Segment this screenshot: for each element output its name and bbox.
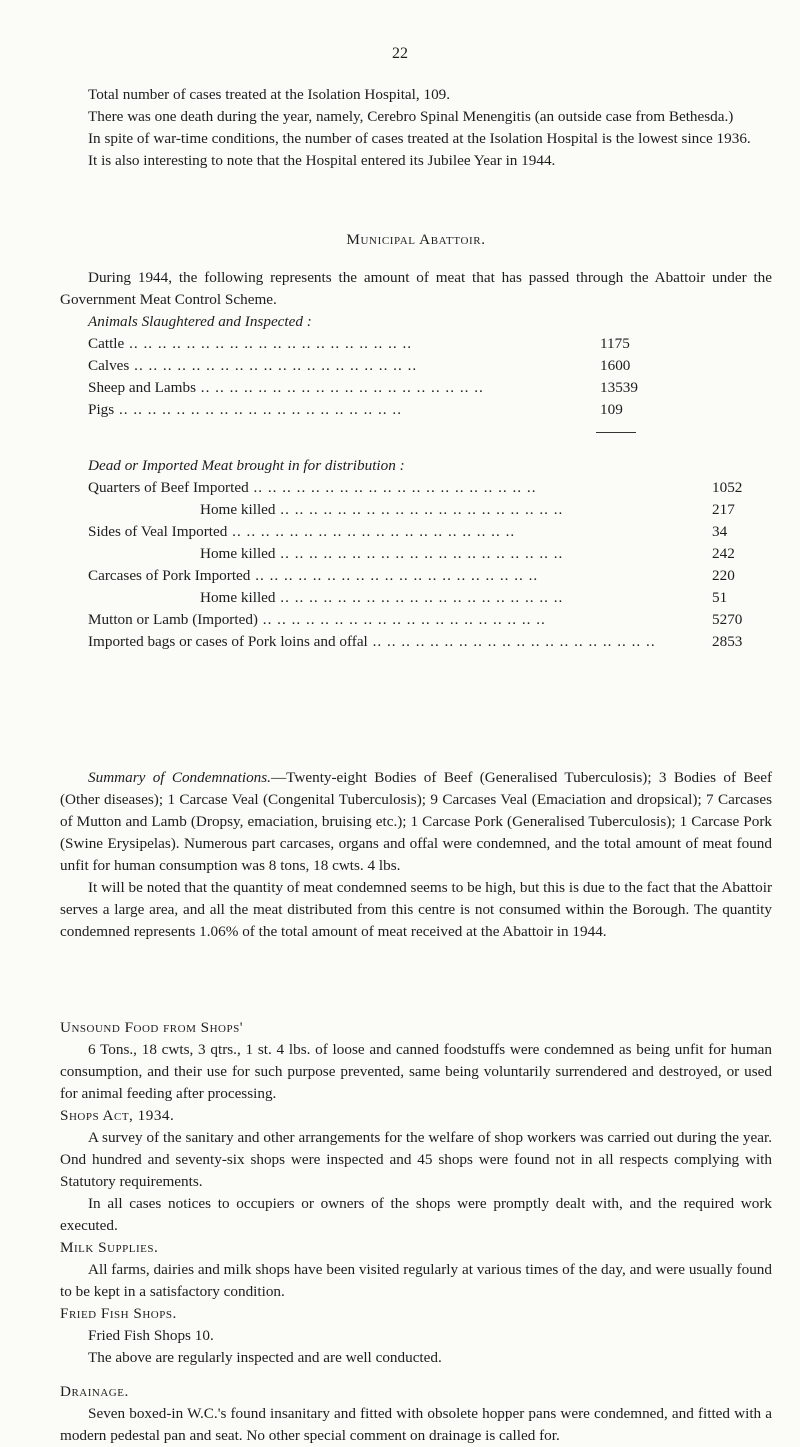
paragraph: In spite of war-time conditions, the number of cases treated at the Isolation Hospital is the lowest since 1936. (88, 130, 751, 147)
table-row (88, 355, 638, 377)
table-row (88, 543, 742, 565)
row-value: 13539 (600, 379, 638, 396)
paragraph (60, 767, 772, 877)
paragraph: It is also interesting to note that the Hospital entered its Jubilee Year in 1944. (88, 152, 556, 169)
paragraph: 6 Tons., 18 cwts, 3 qtrs., 1 st. 4 lbs. of loose and canned foodstuffs were condemned as being unfit for human consumption, and their use for such purpose prevented, same being voluntarily surrendered and destroyed, or used for animal feeding after processing. (60, 1041, 772, 1102)
row-label: Cattle .. .. (88, 333, 596, 355)
table-row (88, 377, 638, 399)
paragraph: The above are regularly inspected and are well conducted. (88, 1349, 442, 1366)
paragraph: Fried Fish Shops 10. (88, 1327, 214, 1344)
row-value: 51 (712, 589, 728, 606)
row-label: Carcases of Pork Imported .. .. (88, 565, 708, 587)
row-label: Pigs .. .. (88, 399, 596, 421)
table-row (88, 499, 742, 521)
table-row (88, 565, 742, 587)
row-value: 1175 (600, 335, 630, 352)
section-heading: Shops Act, 1934. (60, 1107, 175, 1124)
row-value: 220 (712, 567, 735, 584)
row-value: 1600 (600, 357, 631, 374)
paragraph: It will be noted that the quantity of meat condemned seems to be high, but this is due to the fact that the Abattoir serves a large area, and all the meat distributed from this centre is not consumed within the Borough. The quantity condemned represents 1.06% of the total amount of meat received at the Abattoir in 1944. (60, 879, 772, 940)
table-rule-row (88, 421, 638, 443)
paragraph: Total number of cases treated at the Isolation Hospital, 109. (88, 86, 451, 103)
paragraph: During 1944, the following represents the amount of meat that has passed through the Abattoir under the Government Meat Control Scheme. (60, 269, 772, 308)
section-heading: Milk Supplies. (60, 1239, 159, 1256)
paragraph: There was one death during the year, namely, Cerebro Spinal Menengitis (an outside case from Bethesda.) (88, 108, 734, 125)
table-row (88, 631, 742, 653)
row-value: 1052 (712, 479, 743, 496)
paragraph: In all cases notices to occupiers or owners of the shops were promptly dealt with, and the required work executed. (60, 1195, 772, 1234)
row-value: 242 (712, 545, 735, 562)
section-heading: Drainage. (60, 1383, 129, 1400)
shops-section (60, 1017, 772, 1447)
table-row (88, 399, 638, 421)
page-number: 22 (392, 45, 408, 62)
row-label: Home killed .. .. (88, 587, 708, 609)
table-row (88, 477, 742, 499)
row-label: Quarters of Beef Imported .. .. (88, 477, 708, 499)
paragraph: A survey of the sanitary and other arrangements for the welfare of shop workers was carried out during the year. Ond hundred and seventy-six shops were inspected and 45 shops were found not in all respects complying with Statutory requirements. (60, 1129, 772, 1190)
table-row (88, 609, 742, 631)
section-heading: Municipal Abattoir. (346, 231, 486, 248)
summary-title: Summary of Condemnations. (88, 769, 271, 786)
paragraph: Seven boxed-in W.C.'s found insanitary and fitted with obsolete hopper pans were condemned, and fitted with a modern pedestal pan and seat. No other special comment on drainage is called for. (60, 1405, 772, 1444)
section-heading: Fried Fish Shops. (60, 1305, 177, 1322)
table-row (88, 333, 638, 355)
row-label: Sides of Veal Imported .. .. (88, 521, 708, 543)
table-row (88, 521, 742, 543)
abattoir-section (60, 229, 772, 653)
paragraph: All farms, dairies and milk shops have been visited regularly at various times of the day, and were usually found to be kept in a satisfactory condition. (60, 1261, 772, 1300)
row-value: 217 (712, 501, 735, 518)
animals-table (88, 333, 638, 443)
row-value: 34 (712, 523, 728, 540)
row-value: 5270 (712, 611, 743, 628)
list-title: Dead or Imported Meat brought in for distribution : (88, 457, 405, 474)
row-value: 2853 (712, 633, 743, 650)
isolation-hospital-section (60, 84, 772, 172)
section-heading: Unsound Food from Shops' (60, 1019, 243, 1036)
list-title: Animals Slaughtered and Inspected : (88, 313, 312, 330)
row-label: Imported bags or cases of Pork loins and offal .. .. (88, 631, 708, 653)
row-label: Mutton or Lamb (Imported) .. .. (88, 609, 708, 631)
row-value: 109 (600, 401, 623, 418)
row-label: Home killed .. .. (88, 499, 708, 521)
dead-meat-table (88, 477, 742, 653)
row-label: Calves .. .. (88, 355, 596, 377)
summary-text: —Twenty-eight Bodies of Beef (Generalised Tuberculosis); 3 Bodies of Beef (Other diseases); 1 Carcase Veal (Congenital Tuberculosis); 9 Carcases Veal (Emaciation and dropsical); 7 Carcases of Mutton and Lamb (Dropsy, emaciation, bruising etc.); 1 Carcase Pork (Generalised Tuberculosis); 1 Carcase Pork (Swine Erysipelas). Numerous part carcases, organs and offal were condemned, and the total amount of meat found unfit for human consumption was 8 tons, 18 cwts. 4 lbs. (60, 769, 772, 874)
row-label: Sheep and Lambs .. .. (88, 377, 596, 399)
table-row (88, 587, 742, 609)
total-rule (596, 432, 636, 433)
condemnations-section (60, 767, 772, 943)
row-label: Home killed .. .. (88, 543, 708, 565)
